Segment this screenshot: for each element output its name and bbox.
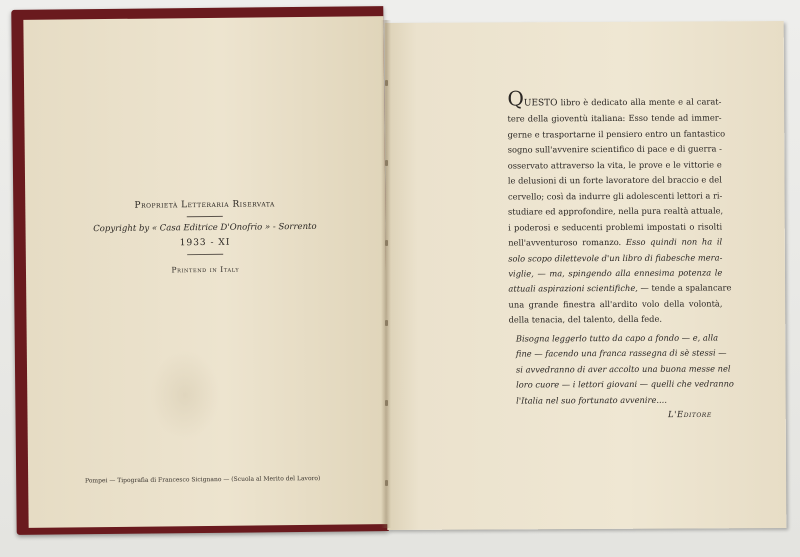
text-line	[508, 281, 732, 298]
printed-in-notice: Printend in Italy	[171, 264, 240, 275]
text-line: sogno sull'avvenire scientifico di pace e di guerra -	[507, 143, 722, 155]
quote-line: l'Italia nel suo fortunato avvenire....	[516, 394, 667, 406]
quote-line: loro cuore — i lettori giovani — quelli che vedranno	[516, 378, 734, 390]
embossed-seal	[150, 350, 220, 440]
binding-stitch	[385, 320, 388, 326]
binding-stitch	[385, 80, 388, 86]
text-line: gerne e trasportarne il pensiero entro un fantastico	[507, 128, 726, 140]
dedication-text	[507, 86, 732, 328]
copyright-block	[60, 198, 351, 275]
text-line	[508, 265, 722, 282]
text-fragment: libro è dedicato alla mente e al carat-	[557, 96, 722, 108]
text-line: studiare ed approfondire, nella pura realtà attuale,	[507, 205, 724, 217]
publication-year: 1933 - XI	[179, 237, 231, 249]
binding-stitch	[385, 400, 388, 406]
text-line: i poderosi e seducenti problemi impostati o risolti	[508, 221, 723, 233]
divider-rule	[187, 216, 223, 217]
divider-rule	[187, 254, 223, 255]
quote-line: fine — facendo una franca rassegna di sè stessi —	[515, 347, 727, 359]
text-line	[508, 235, 722, 252]
text-fragment-italic: viglie, — ma, spingendo alla ennesima potenza le	[508, 267, 723, 279]
text-line	[507, 86, 722, 112]
text-fragment-italic: Esso quindi non ha il	[621, 236, 723, 248]
property-notice: Proprietà Letteraria Riservata	[134, 199, 275, 211]
quote-line: si avvedranno di aver accolto una buona messe nel	[515, 363, 731, 375]
binding-stitch	[385, 240, 388, 246]
first-word: UESTO	[523, 98, 558, 109]
closing-quote	[515, 330, 734, 408]
text-line: tere della gioventù italiana: Esso tende ad immer-	[507, 112, 722, 125]
text-line	[508, 250, 722, 267]
editor-signature: L'Editore	[667, 409, 712, 421]
binding-stitch	[385, 160, 388, 166]
copyright-line: Copyright by « Casa Editrice D'Onofrio » - Sorrento	[93, 221, 317, 235]
printer-footer: Pompei — Tipografia di Francesco Sicignano — (Scuola al Merito del Lavoro)	[84, 475, 321, 485]
book-gutter	[381, 20, 391, 528]
text-fragment: nell'avventuroso romanzo.	[508, 237, 622, 248]
text-fragment-italic: solo scopo dilettevole d'un libro di fiabesche mera-	[508, 251, 723, 264]
text-fragment: — tende a spalancare	[637, 282, 732, 294]
text-line: le delusioni di un forte lavoratore del braccio e del	[507, 174, 722, 186]
text-line: cervello; così da indurre gli adolescenti lettori a ri-	[507, 190, 723, 202]
text-line: della tenacia, del talento, della fede.	[508, 314, 663, 325]
text-line: osservato attraverso la vita, le prove e le vittorie e	[507, 159, 722, 171]
binding-stitch	[385, 480, 388, 486]
quote-line: Bisogna leggerlo tutto da capo a fondo — e, alla	[515, 332, 719, 344]
text-line: una grande finestra all'ardito volo della volontà,	[508, 298, 723, 310]
text-fragment-italic: attuali aspirazioni scientifiche,	[508, 283, 638, 294]
drop-cap: Q	[507, 86, 524, 111]
